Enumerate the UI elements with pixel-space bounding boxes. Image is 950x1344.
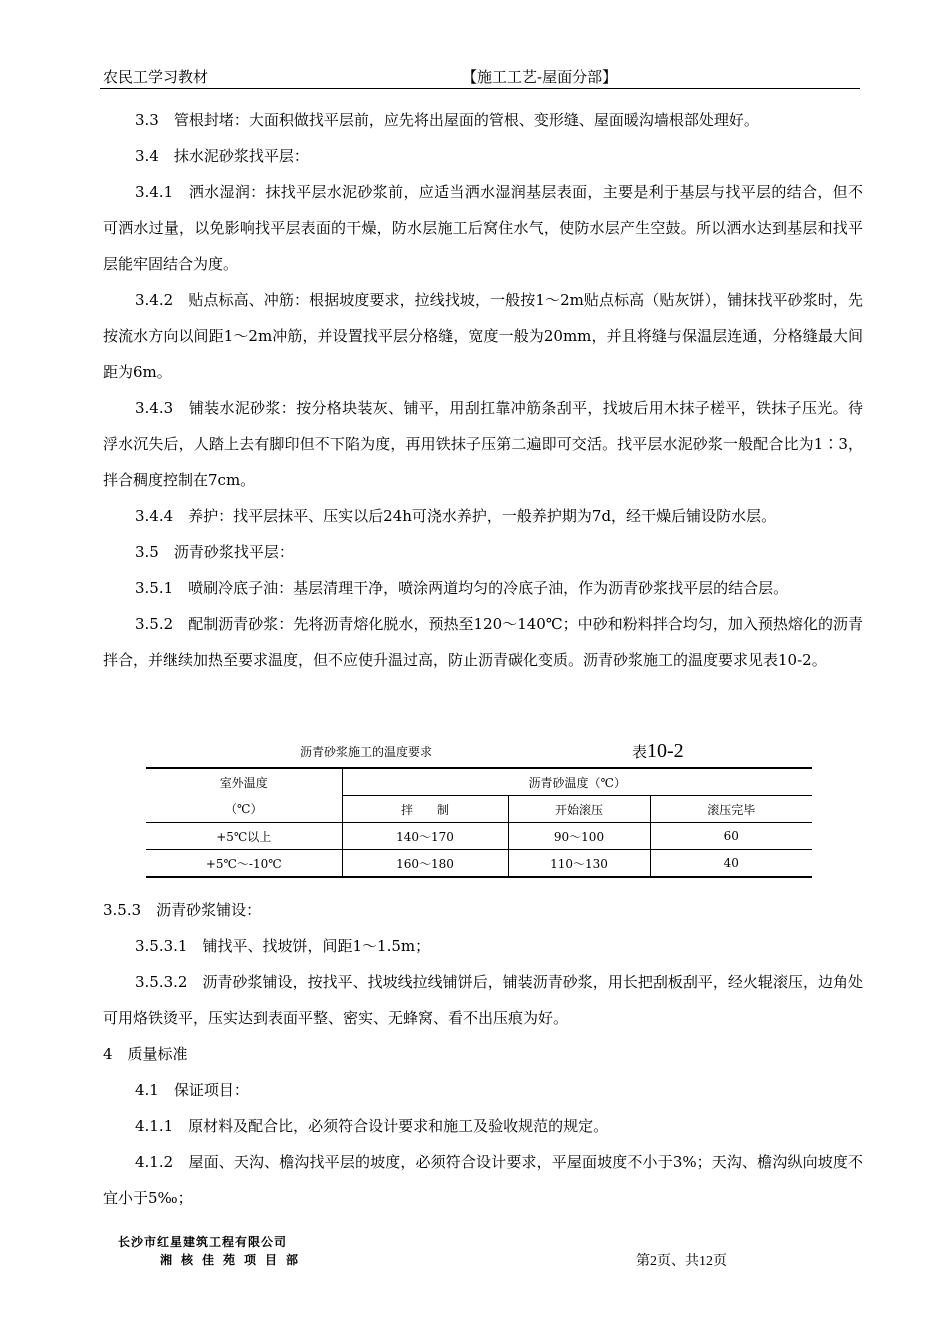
temperature-table bbox=[146, 767, 812, 878]
table-cell: +5℃～-10℃ bbox=[146, 850, 342, 878]
paragraph-3-4-3: 3.4.3 铺装水泥砂浆：按分格块装灰、铺平，用刮扛靠冲筋条刮平，找坡后用木抹子槎平，铁抹子压光。待浮水沉失后，人踏上去有脚印但不下陷为度，再用铁抹子压第二遍即可交活。找平层水泥砂浆一般配合比为1∶3，拌合稠度控制在7cm。 bbox=[103, 399, 863, 489]
body-section-1 bbox=[103, 102, 863, 678]
table-cell: 60 bbox=[650, 823, 812, 850]
header-left-title: 农民工学习教材 bbox=[103, 68, 209, 86]
paragraph-3-5-3-1: 3.5.3.1 铺找平、找坡饼，间距1～1.5m； bbox=[135, 937, 431, 955]
table-subheader-mix: 拌 制 bbox=[342, 796, 508, 823]
body-section-2 bbox=[103, 892, 863, 1216]
header-divider bbox=[100, 88, 860, 89]
paragraph-3-4-4: 3.4.4 养护：找平层抹平、压实以后24h可浇水养护，一般养护期为7d，经干燥后铺设防水层。 bbox=[135, 507, 777, 525]
table-subheader-roll-start: 开始滚压 bbox=[508, 796, 650, 823]
table-header-outdoor-line1: 室外温度 bbox=[146, 768, 342, 796]
paragraph-3-5-2: 3.5.2 配制沥青砂浆：先将沥青熔化脱水，预热至120～140℃；中砂和粉料拌合均匀，加入预热熔化的沥青拌合，并继续加热至要求温度，但不应使升温过高，防止沥青碳化变质。沥青砂浆施工的温度要求见表10-2。 bbox=[103, 615, 863, 669]
table-cell: 140～170 bbox=[342, 823, 508, 850]
table-cell: 160～180 bbox=[342, 850, 508, 878]
table-row bbox=[146, 850, 812, 878]
table-caption-prefix: 表 bbox=[632, 743, 648, 761]
footer-company: 长沙市红星建筑工程有限公司 bbox=[118, 1235, 288, 1249]
paragraph-3-4-1: 3.4.1 洒水湿润：抹找平层水泥砂浆前，应适当洒水湿润基层表面，主要是利于基层与找平层的结合，但不可洒水过量，以免影响找平层表面的干燥，防水层施工后窝住水气，使防水层产生空鼓。所以洒水达到基层和找平层能牢固结合为度。 bbox=[103, 183, 863, 273]
table-row bbox=[146, 823, 812, 850]
paragraph-3-4: 3.4 抹水泥砂浆找平层： bbox=[135, 147, 309, 165]
table-header-group: 沥青砂温度（℃） bbox=[342, 768, 812, 796]
paragraph-3-3: 3.3 管根封堵：大面积做找平层前，应先将出屋面的管根、变形缝、屋面暖沟墙根部处理好。 bbox=[135, 111, 759, 129]
table-caption-number: 10-2 bbox=[647, 740, 684, 762]
table-subheader-roll-end: 滚压完毕 bbox=[650, 796, 812, 823]
header-section-title: 【施工工艺-屋面分部】 bbox=[462, 68, 618, 86]
paragraph-4-1-2: 4.1.2 屋面、天沟、檐沟找平层的坡度，必须符合设计要求，平屋面坡度不小于3%；天沟、檐沟纵向坡度不宜小于5‰； bbox=[103, 1153, 863, 1207]
paragraph-3-5: 3.5 沥青砂浆找平层： bbox=[135, 543, 294, 561]
table-cell: 40 bbox=[650, 850, 812, 878]
paragraph-3-5-3-2: 3.5.3.2 沥青砂浆铺设，按找平、找坡线拉线铺饼后，铺装沥青砂浆，用长把刮板刮平，经火辊滚压，边角处可用烙铁烫平，压实达到表面平整、密实、无蜂窝、看不出压痕为好。 bbox=[103, 973, 863, 1027]
table-cell: 90～100 bbox=[508, 823, 650, 850]
paragraph-3-5-3: 3.5.3 沥青砂浆铺设： bbox=[103, 901, 262, 919]
table-cell: +5℃以上 bbox=[146, 823, 342, 850]
table-caption-label bbox=[632, 740, 684, 763]
footer-department: 湘核佳苑项目部 bbox=[160, 1253, 308, 1267]
table-header-outdoor-line2: （℃） bbox=[225, 802, 263, 817]
paragraph-4-1: 4.1 保证项目： bbox=[135, 1081, 249, 1099]
footer-page-number: 第2页、共12页 bbox=[636, 1254, 727, 1269]
table-cell: 110～130 bbox=[508, 850, 650, 878]
table-caption-name: 沥青砂浆施工的温度要求 bbox=[300, 745, 433, 759]
paragraph-3-4-2: 3.4.2 贴点标高、冲筋：根据坡度要求，拉线找坡，一般按1～2m贴点标高（贴灰饼），铺抹找平砂浆时，先按流水方向以间距1～2m冲筋，并设置找平层分格缝，宽度一般为20mm，并且将缝与保温层连通，分格缝最大间距为6m。 bbox=[103, 291, 863, 381]
paragraph-4: 4 质量标准 bbox=[103, 1045, 188, 1063]
paragraph-3-5-1: 3.5.1 喷刷冷底子油：基层清理干净，喷涂两道均匀的冷底子油，作为沥青砂浆找平层的结合层。 bbox=[135, 579, 789, 597]
paragraph-4-1-1: 4.1.1 原材料及配合比，必须符合设计要求和施工及验收规范的规定。 bbox=[135, 1117, 609, 1135]
